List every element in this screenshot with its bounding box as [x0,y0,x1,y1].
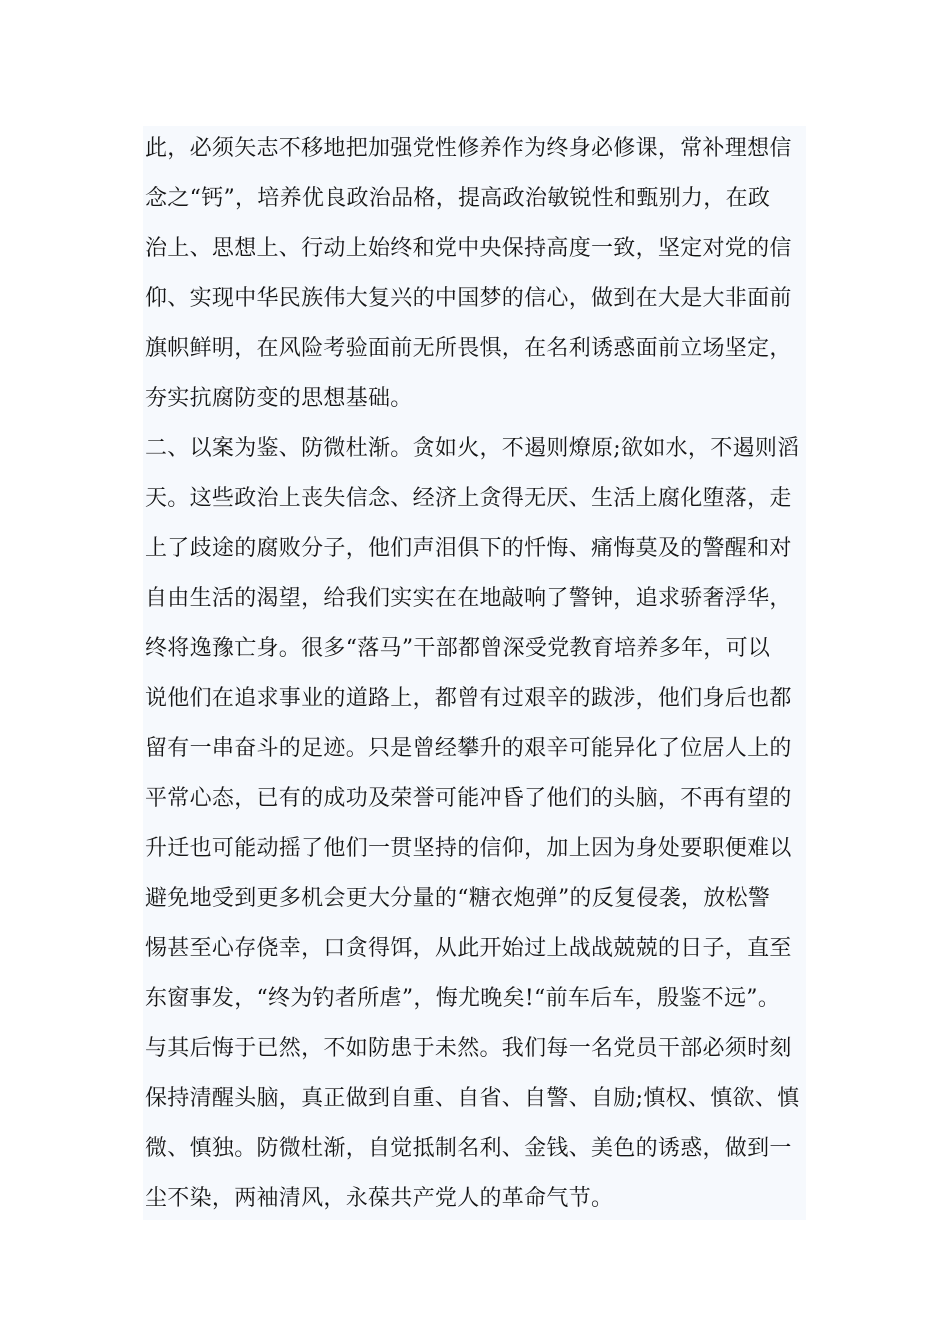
text-line: 惕甚至心存侥幸，口贪得饵，从此开始过上战战兢兢的日子，直至 [145,936,792,961]
text-line: 夯实抗腐防变的思想基础。 [145,386,413,411]
text-line: 升迁也可能动摇了他们一贯坚持的信仰，加上因为身处要职便难以 [145,836,792,861]
text-line: 微、慎独。防微杜渐，自觉抵制名利、金钱、美色的诱惑，做到一 [145,1136,792,1161]
text-line: 避免地受到更多机会更大分量的“糖衣炮弹”的反复侵袭，放松警 [145,886,771,911]
text-line: 念之“钙”，培养优良政治品格，提高政治敏锐性和甄别力，在政 [145,186,771,211]
text-line: 保持清醒头脑，真正做到自重、自省、自警、自励;慎权、慎欲、慎 [145,1086,800,1111]
text-line: 说他们在追求事业的道路上，都曾有过艰辛的跋涉，他们身后也都 [145,686,792,711]
text-line: 与其后悔于已然，不如防患于未然。我们每一名党员干部必须时刻 [145,1036,792,1061]
text-line: 留有一串奋斗的足迹。只是曾经攀升的艰辛可能异化了位居人上的 [145,736,792,761]
text-line: 上了歧途的腐败分子，他们声泪俱下的忏悔、痛悔莫及的警醒和对 [145,536,792,561]
text-line: 平常心态，已有的成功及荣誉可能冲昏了他们的头脑，不再有望的 [145,786,792,811]
text-line: 此，必须矢志不移地把加强党性修养作为终身必修课，常补理想信 [145,136,792,161]
text-line: 旗帜鲜明，在风险考验面前无所畏惧，在名利诱惑面前立场坚定， [145,336,792,361]
text-line: 东窗事发，“终为钓者所虐”，悔尤晚矣!“前车后车，殷鉴不远”。 [145,986,781,1011]
text-line: 尘不染，两袖清风，永葆共产党人的革命气节。 [145,1186,614,1211]
text-line: 仰、实现中华民族伟大复兴的中国梦的信心，做到在大是大非面前 [145,286,792,311]
text-line: 天。这些政治上丧失信念、经济上贪得无厌、生活上腐化堕落，走 [145,486,792,511]
text-line: 终将逸豫亡身。很多“落马”干部都曾深受党教育培养多年，可以 [145,636,771,661]
text-line: 治上、思想上、行动上始终和党中央保持高度一致，坚定对党的信 [145,236,792,261]
text-line: 二、以案为鉴、防微杜渐。贪如火，不遏则燎原;欲如水，不遏则滔 [145,436,800,461]
text-line: 自由生活的渴望，给我们实实在在地敲响了警钟，追求骄奢浮华， [145,586,792,611]
